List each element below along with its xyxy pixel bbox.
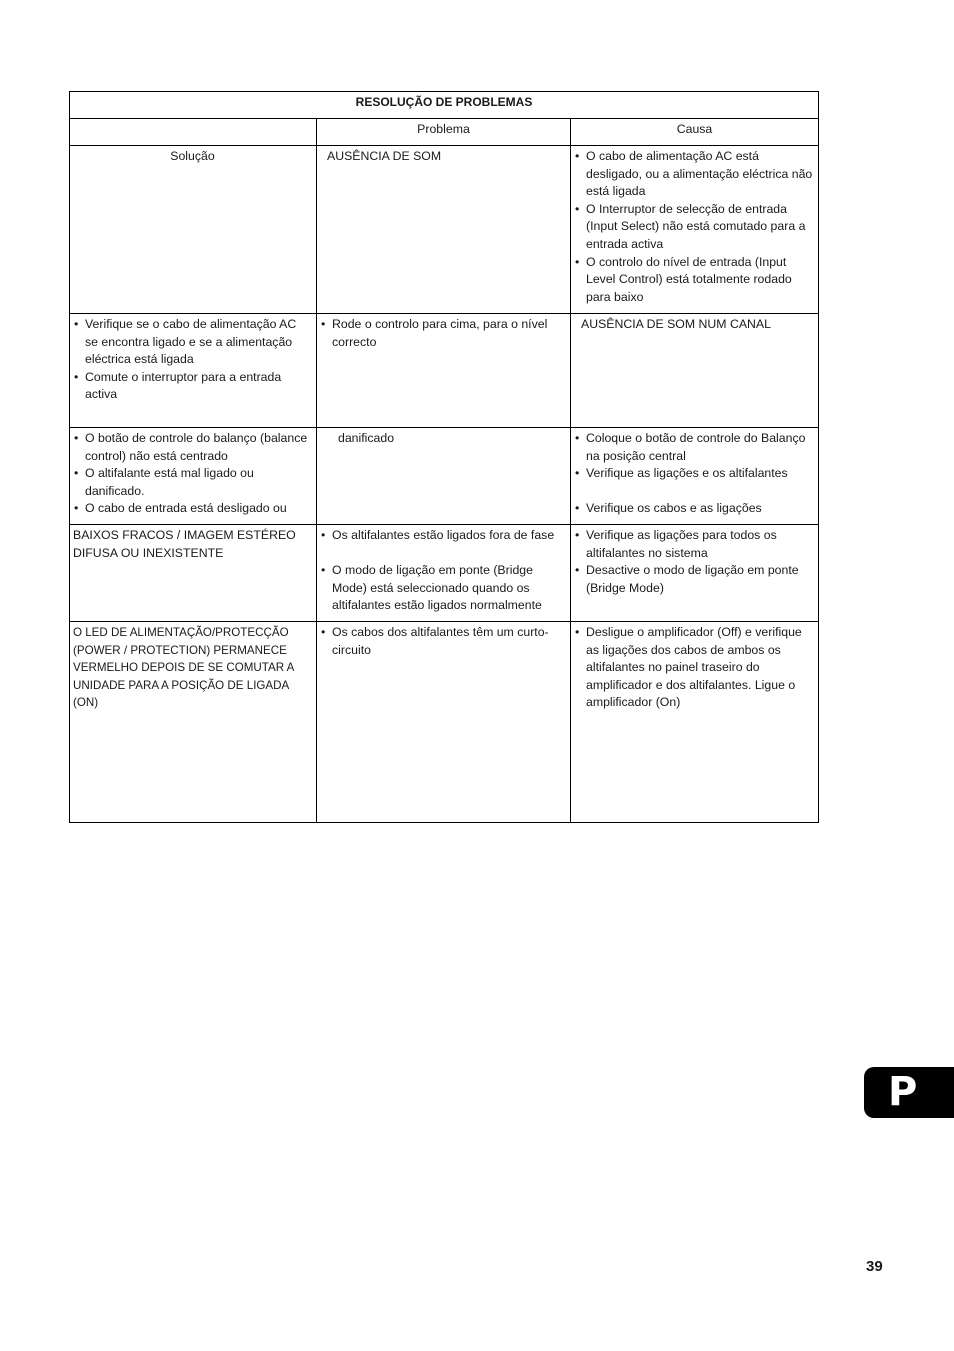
table-cell [70,622,317,823]
table-cell [317,525,571,622]
cell-text: O LED DE ALIMENTAÇÃO/PROTECÇÃO (POWER / PROTECTION) PERMANECE VERMELHO DEPOIS DE SE COMUTAR A UNIDADE PARA A POSIÇÃO DE LIGADA (ON) [73,626,294,710]
bullet-item: • O cabo de alimentação AC está desligado, ou a alimentação eléctrica não está ligada [575,148,814,201]
table-cell [70,525,317,622]
table-cell [70,314,317,428]
section-tab-letter: P [888,1069,918,1115]
cell-text: danificado [338,431,395,445]
header-problema: Problema [317,119,571,146]
bullet-item: • O botão de controle do balanço (balance control) não está centrado [74,430,312,465]
table-cell [317,146,571,314]
bullet-item: • Verifique as ligações e os altifalantes [575,465,814,483]
bullet-item: • Os altifalantes estão ligados fora de fase [321,527,566,545]
bullet-item: • Rode o controlo para cima, para o nível correcto [321,316,566,351]
table-cell [571,428,819,525]
table-cell [571,622,819,823]
bullet-list [575,527,814,597]
bullet-item: • Os cabos dos altifalantes têm um curto-circuito [321,624,566,659]
cell-text: BAIXOS FRACOS / IMAGEM ESTÉREO DIFUSA OU INEXISTENTE [73,528,296,560]
bullet-item: • Verifique as ligações para todos os altifalantes no sistema [575,527,814,562]
page-number: 39 [866,1258,883,1275]
header-causa: Causa [571,119,819,146]
bullet-item: • O Interruptor de selecção de entrada (Input Select) não está comutado para a entrada activa [575,201,814,254]
bullet-item: • Coloque o botão de controle do Balanço na posição central [575,430,814,465]
table-cell [571,146,819,314]
bullet-item: • O modo de ligação em ponte (Bridge Mode) está seleccionado quando os altifalantes estão ligados normalmente [321,562,566,615]
table-cell [571,525,819,622]
bullet-list [321,624,566,659]
table-cell [317,622,571,823]
bullet-list [575,624,814,712]
bullet-item: • O altifalante está mal ligado ou danificado. [74,465,312,500]
troubleshooting-table [69,91,819,823]
bullet-item: • O controlo do nível de entrada (Input Level Control) está totalmente rodado para baixo [575,254,814,307]
bullet-item: • Comute o interruptor para a entrada activa [74,369,312,404]
cell-text: AUSÊNCIA DE SOM [327,149,442,163]
bullet-list [575,148,814,306]
bullet-item: • O cabo de entrada está desligado ou [74,500,312,518]
bullet-item: • Desactive o modo de ligação em ponte (Bridge Mode) [575,562,814,597]
bullet-item: • Desligue o amplificador (Off) e verifique as ligações dos cabos de ambos os altifalantes no painel traseiro do amplificador e dos altifalantes. Ligue o amplificador (On) [575,624,814,712]
section-tab [864,1067,954,1118]
bullet-list [575,430,814,518]
bullet-item: • Verifique os cabos e as ligações [575,500,814,518]
cell-text: Solução [170,149,215,163]
table-cell [317,314,571,428]
table-row [70,525,819,622]
bullet-list [321,527,566,615]
table-row [70,428,819,525]
table-title: RESOLUÇÃO DE PROBLEMAS [70,92,819,119]
header-empty [70,119,317,146]
table-row [70,146,819,314]
bullet-item: • Verifique se o cabo de alimentação AC se encontra ligado e se a alimentação eléctrica está ligada [74,316,312,369]
cell-text: AUSÊNCIA DE SOM NUM CANAL [581,317,771,331]
table-cell [70,146,317,314]
table-header-row [70,119,819,146]
table-cell [571,314,819,428]
table-cell [317,428,571,525]
bullet-list [74,316,312,404]
bullet-list [74,430,312,518]
table-title-row [70,92,819,119]
table-row [70,314,819,428]
table-cell [70,428,317,525]
table-row [70,622,819,823]
bullet-list [321,316,566,351]
